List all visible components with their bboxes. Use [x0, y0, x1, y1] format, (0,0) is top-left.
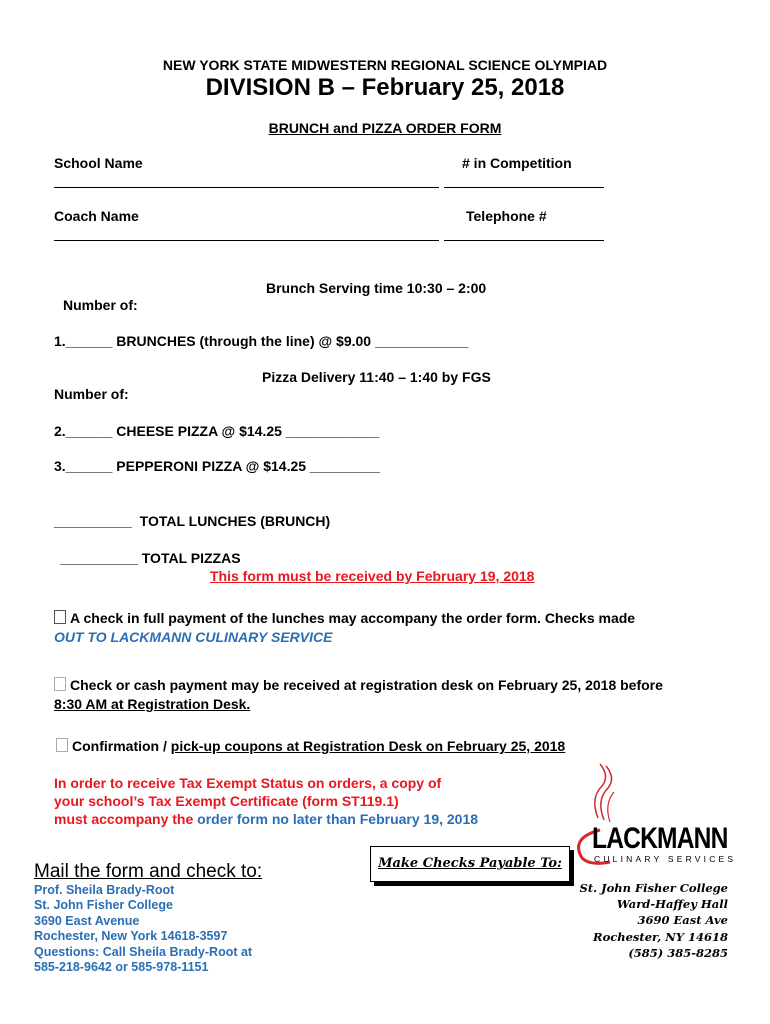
total-pizzas-text: __________ TOTAL PIZZAS: [60, 550, 241, 566]
mail-line: Rochester, New York 14618-3597: [34, 929, 228, 944]
mail-line: St. John Fisher College: [34, 898, 173, 913]
mail-line: 585-218-9642 or 585-978-1151: [34, 960, 209, 975]
payable-address-block: [580, 880, 728, 961]
payable-line: Rochester, NY 14618: [593, 929, 728, 944]
brunch-order-line[interactable]: 1.______ BRUNCHES (through the line) @ $9.00 ____________: [54, 333, 469, 349]
make-checks-payable-box: [370, 846, 570, 882]
check-payment-item: [54, 610, 635, 626]
total-lunches-text: __________ TOTAL LUNCHES (BRUNCH): [54, 513, 331, 529]
payable-line: (585) 385-8285: [628, 945, 728, 960]
cash-payment-item: [54, 677, 663, 693]
school-name-label: School Name: [54, 155, 143, 171]
coach-name-label: Coach Name: [54, 208, 139, 224]
in-competition-label: # in Competition: [462, 155, 572, 171]
tax-exempt-line-3: [54, 811, 478, 827]
telephone-label: Telephone #: [466, 208, 547, 224]
payable-to-text: OUT TO LACKMANN CULINARY SERVICE: [54, 629, 333, 645]
pepperoni-pizza-line[interactable]: 3.______ PEPPERONI PIZZA @ $14.25 _________: [54, 458, 380, 474]
checkbox-icon: [56, 738, 68, 752]
confirmation-text: pick-up coupons at Registration Desk on February 25, 2018: [170, 738, 566, 754]
confirmation-item: [56, 738, 565, 754]
division-title: DIVISION B – February 25, 2018: [205, 74, 565, 101]
brunch-serving-time: Brunch Serving time 10:30 – 2:00: [266, 280, 487, 296]
pizza-number-of: Number of:: [54, 386, 129, 402]
payable-line: St. John Fisher College: [579, 881, 728, 895]
pizza-delivery-time: Pizza Delivery 11:40 – 1:40 by FGS: [262, 369, 491, 385]
checkbox-icon: [54, 610, 66, 624]
telephone-field[interactable]: [444, 240, 604, 241]
cheese-pizza-line[interactable]: 2.______ CHEESE PIZZA @ $14.25 ____________: [54, 423, 380, 439]
mail-line: Questions: Call Sheila Brady-Root at: [34, 944, 253, 959]
org-title: NEW YORK STATE MIDWESTERN REGIONAL SCIENCE OLYMPIAD: [162, 57, 608, 73]
brunch-number-of: Number of:: [63, 297, 138, 313]
form-title: BRUNCH and PIZZA ORDER FORM: [268, 120, 502, 136]
cash-payment-text: Check or cash payment may be received at registration desk on February 25, 2018 before: [70, 677, 663, 693]
cash-payment-text-2: 8:30 AM at Registration Desk.: [54, 696, 251, 712]
lackmann-logo: [560, 758, 745, 868]
total-lunches-line[interactable]: [54, 513, 330, 529]
payable-line: Ward-Haffey Hall: [616, 897, 728, 912]
checkbox-icon: [54, 677, 66, 691]
mail-address-block: [34, 883, 252, 975]
in-competition-field[interactable]: [444, 187, 604, 188]
mail-heading: Mail the form and check to:: [34, 861, 263, 882]
make-checks-payable-label: Make Checks Payable To:: [378, 856, 562, 871]
deadline-notice: This form must be received by February 19, 2018: [210, 568, 535, 584]
mail-line: Prof. Sheila Brady-Root: [34, 883, 175, 897]
tax-exempt-blue-text: order form no later than February 19, 2018: [197, 811, 479, 827]
payable-line: 3690 East Ave: [637, 913, 728, 928]
mail-line: 3690 East Avenue: [34, 913, 140, 928]
coach-name-field[interactable]: [54, 240, 439, 241]
tax-exempt-red-text: must accompany the: [54, 811, 198, 827]
tax-exempt-line-2: your school’s Tax Exempt Certificate (form ST119.1): [54, 793, 399, 809]
tax-exempt-line-1: In order to receive Tax Exempt Status on orders, a copy of: [54, 775, 442, 791]
school-name-field[interactable]: [54, 187, 439, 188]
confirmation-prefix: Confirmation /: [72, 738, 171, 754]
logo-wordmark: LACKMANN: [592, 822, 728, 855]
logo-tagline: CULINARY SERVICES: [594, 854, 737, 864]
check-payment-text: A check in full payment of the lunches may accompany the order form. Checks made: [70, 610, 636, 626]
total-pizzas-line[interactable]: [60, 550, 241, 566]
